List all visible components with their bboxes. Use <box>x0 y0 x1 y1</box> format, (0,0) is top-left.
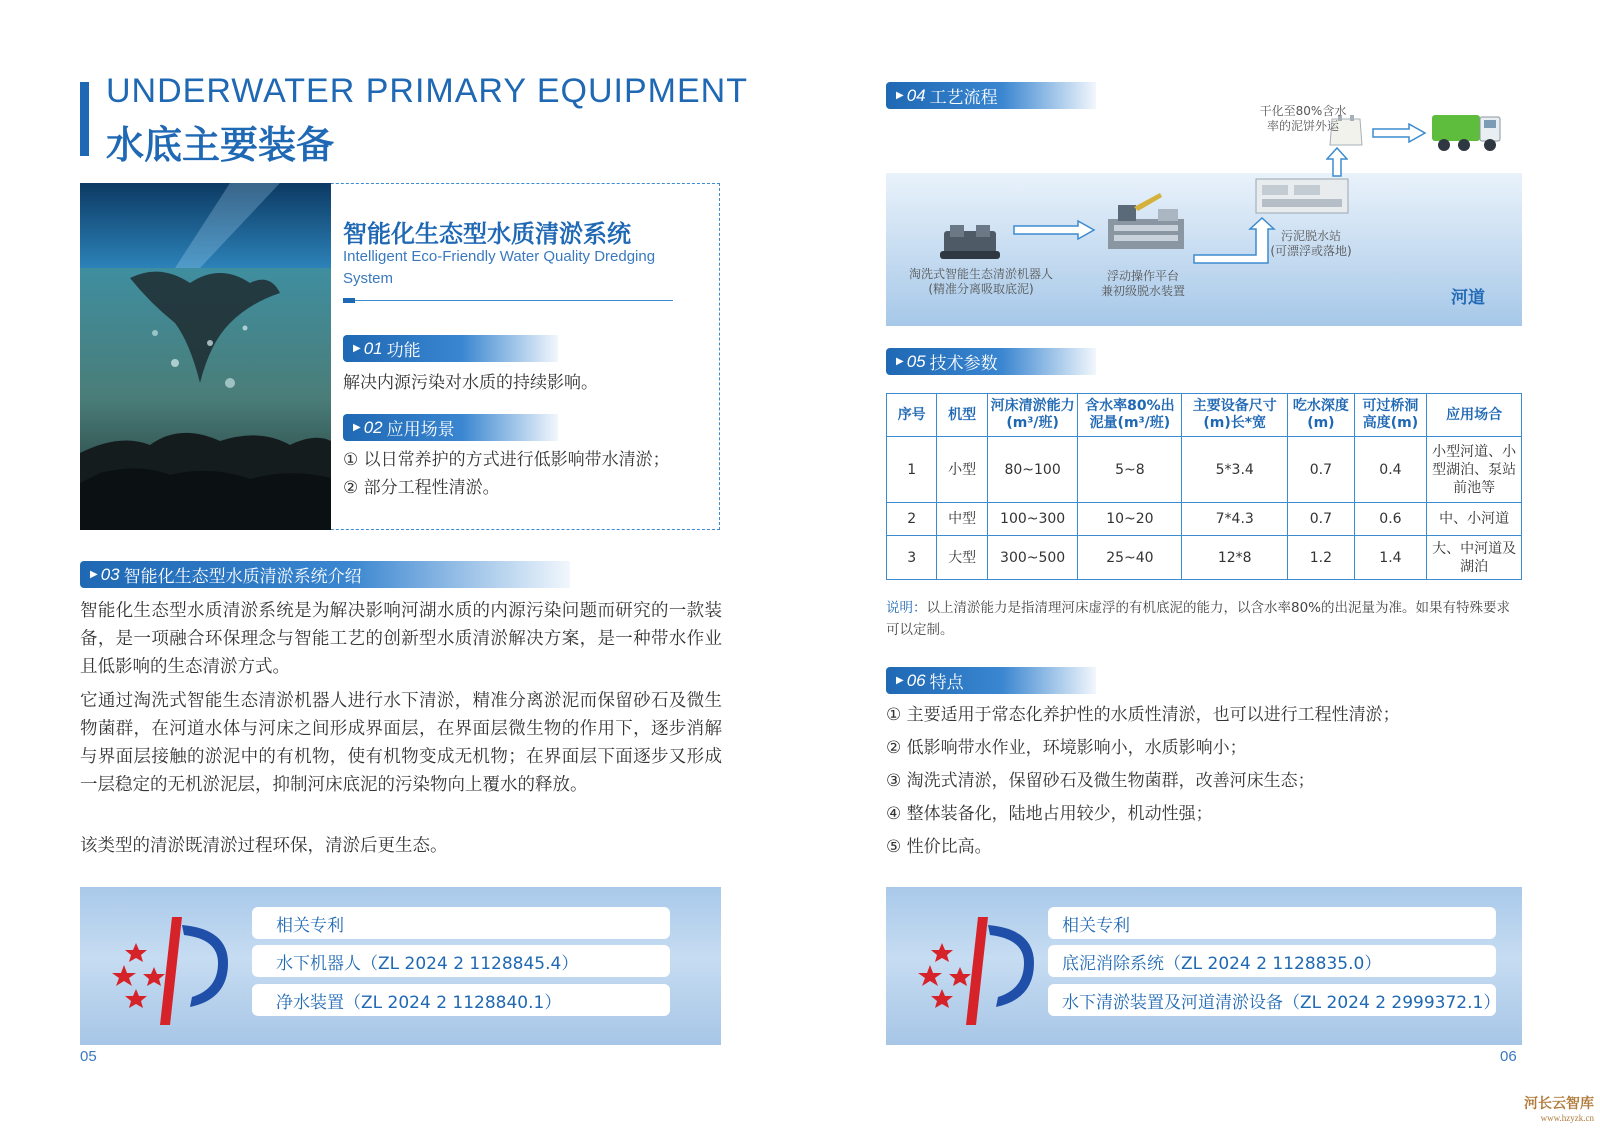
note-text: 以上清淤能力是指清理河床虚浮的有机底泥的能力，以含水率80%的出泥量为准。如果有特殊要求可以定制。 <box>886 600 1511 638</box>
table-row <box>887 437 1522 503</box>
arrow-right-icon <box>1012 220 1096 240</box>
flow-label-station: 污泥脱水站 (可漂浮或落地) <box>1270 229 1352 258</box>
table-cell: 大、中河道及湖泊 <box>1427 536 1522 580</box>
scenario-item-2: ② 部分工程性清淤。 <box>343 478 500 498</box>
intro-paragraph-3: 该类型的清淤既清淤过程环保，清淤后更生态。 <box>80 836 448 856</box>
table-cell: 300~500 <box>987 536 1078 580</box>
process-flow-diagram <box>886 173 1522 326</box>
table-cell: 2 <box>887 503 937 536</box>
system-subtitle: Intelligent Eco-Friendly Water Quality Dredging System <box>343 248 656 287</box>
table-row <box>887 503 1522 536</box>
intro-paragraph-1: 智能化生态型水质清淤系统是为解决影响河湖水质的内源污染问题而研究的一款装备，是一项融合环保理念与智能工艺的创新型水质清淤解决方案，是一种带水作业且低影响的生态清淤方式。 <box>80 601 722 677</box>
section-tag-01: ▶ 01 功能 <box>343 335 558 362</box>
arrow-up-icon <box>1326 147 1348 177</box>
section-tag-05: ▶ 05 技术参数 <box>886 348 1096 375</box>
feature-item-5: ⑤ 性价比高。 <box>886 837 992 857</box>
table-cell: 80~100 <box>987 437 1078 503</box>
table-cell: 100~300 <box>987 503 1078 536</box>
table-header: 机型 <box>937 394 987 437</box>
table-cell: 0.7 <box>1288 503 1355 536</box>
table-cell: 0.7 <box>1288 437 1355 503</box>
watermark-name: 河长云智库 <box>1524 1096 1594 1112</box>
feature-item-1: ① 主要适用于常态化养护性的水质性清淤，也可以进行工程性清淤； <box>886 705 1400 725</box>
table-header: 应用场合 <box>1427 394 1522 437</box>
table-cell: 大型 <box>937 536 987 580</box>
feature-item-4: ④ 整体装备化，陆地占用较少，机动性强； <box>886 804 1213 824</box>
table-cell: 5*3.4 <box>1182 437 1288 503</box>
table-cell: 3 <box>887 536 937 580</box>
section-tag-06: ▶ 06 特点 <box>886 667 1096 694</box>
underwater-photo <box>80 183 331 530</box>
note-label: 说明： <box>886 600 927 616</box>
table-cell: 1.2 <box>1288 536 1355 580</box>
triangle-icon: ▶ <box>896 90 904 101</box>
site-watermark <box>1524 1093 1594 1123</box>
patent-panel-left <box>80 887 721 1045</box>
table-cell: 1 <box>887 437 937 503</box>
table-header: 含水率80%出泥量(m³/班) <box>1078 394 1182 437</box>
table-header: 可过桥洞高度(m) <box>1354 394 1427 437</box>
patent-panel-right <box>886 887 1522 1045</box>
scenario-item-1: ① 以日常养护的方式进行低影响带水清淤； <box>343 450 670 470</box>
triangle-icon: ▶ <box>353 343 361 354</box>
page-number-right: 06 <box>1500 1048 1517 1065</box>
sludge-station-icon <box>1254 171 1350 219</box>
watermark-url: www.hzyzk.cn <box>1540 1113 1594 1123</box>
table-row <box>887 536 1522 580</box>
table-cell: 25~40 <box>1078 536 1182 580</box>
flow-label-platform: 浮动操作平台 兼初级脱水装置 <box>1100 269 1185 298</box>
patent-item: 水下机器人（ZL 2024 2 1128845.4） <box>252 945 670 977</box>
patent-logo <box>110 907 240 1027</box>
table-cell: 0.6 <box>1354 503 1427 536</box>
table-header: 主要设备尺寸(m)长*宽 <box>1182 394 1288 437</box>
patent-logo <box>916 907 1046 1027</box>
table-cell: 中型 <box>937 503 987 536</box>
title-divider-mark <box>343 298 355 303</box>
table-cell: 1.4 <box>1354 536 1427 580</box>
table-note <box>886 597 1522 641</box>
page-title-chinese: 水底主要装备 <box>106 123 335 167</box>
table-cell: 7*4.3 <box>1182 503 1288 536</box>
triangle-icon: ▶ <box>90 569 98 580</box>
table-cell: 小型河道、小型湖泊、泵站前池等 <box>1427 437 1522 503</box>
dump-truck-icon <box>1430 107 1504 153</box>
triangle-icon: ▶ <box>896 356 904 367</box>
section-tag-04: ▶ 04 工艺流程 <box>886 82 1096 109</box>
title-divider <box>343 300 673 301</box>
tech-params-table <box>886 393 1522 580</box>
system-title: 智能化生态型水质清淤系统 <box>343 220 631 248</box>
feature-item-3: ③ 淘洗式清淤，保留砂石及微生物菌群，改善河床生态； <box>886 771 1315 791</box>
title-accent-bar <box>80 82 89 156</box>
arrow-right-icon <box>1371 123 1427 143</box>
page-number-left: 05 <box>80 1048 97 1065</box>
table-header: 序号 <box>887 394 937 437</box>
table-header: 吃水深度(m) <box>1288 394 1355 437</box>
table-header-row <box>887 394 1522 437</box>
feature-item-2: ② 低影响带水作业，环境影响小，水质影响小； <box>886 738 1247 758</box>
flow-label-cake: 干化至80%含水 率的泥饼外运 <box>1259 104 1347 133</box>
patent-item: 净水装置（ZL 2024 2 1128840.1） <box>252 984 670 1016</box>
floating-platform-icon <box>1104 191 1188 255</box>
table-cell: 10~20 <box>1078 503 1182 536</box>
triangle-icon: ▶ <box>896 675 904 686</box>
patent-heading: 相关专利 <box>1048 907 1496 939</box>
flow-label-robot: 淘洗式智能生态清淤机器人 (精准分离吸取底泥) <box>908 267 1053 296</box>
table-cell: 中、小河道 <box>1427 503 1522 536</box>
table-header: 河床清淤能力(m³/班) <box>987 394 1078 437</box>
intro-paragraph-2: 它通过淘洗式智能生态清淤机器人进行水下清淤，精准分离淤泥而保留砂石及微生物菌群，在河道水体与河床之间形成界面层，在界面层微生物的作用下，逐步消解与界面层接触的淤泥中的有机物，使有机物变成无机物；在界面层下面逐步又形成一层稳定的无机淤泥层，抑制河床底泥的污染物向上覆水的释放。 <box>80 691 722 795</box>
triangle-icon: ▶ <box>353 422 361 433</box>
page-title-english: UNDERWATER PRIMARY EQUIPMENT <box>106 72 748 110</box>
table-cell: 小型 <box>937 437 987 503</box>
function-text: 解决内源污染对水质的持续影响。 <box>343 373 598 393</box>
section-tag-03: ▶ 03 智能化生态型水质清淤系统介绍 <box>80 561 570 588</box>
patent-heading: 相关专利 <box>252 907 670 939</box>
dredging-robot-icon <box>938 221 1002 263</box>
table-cell: 5~8 <box>1078 437 1182 503</box>
river-label: 河道 <box>1451 288 1485 308</box>
patent-item: 底泥消除系统（ZL 2024 2 1128835.0） <box>1048 945 1496 977</box>
patent-item: 水下清淤装置及河道清淤设备（ZL 2024 2 2999372.1） <box>1048 984 1496 1016</box>
table-cell: 12*8 <box>1182 536 1288 580</box>
section-tag-02: ▶ 02 应用场景 <box>343 414 558 441</box>
table-cell: 0.4 <box>1354 437 1427 503</box>
